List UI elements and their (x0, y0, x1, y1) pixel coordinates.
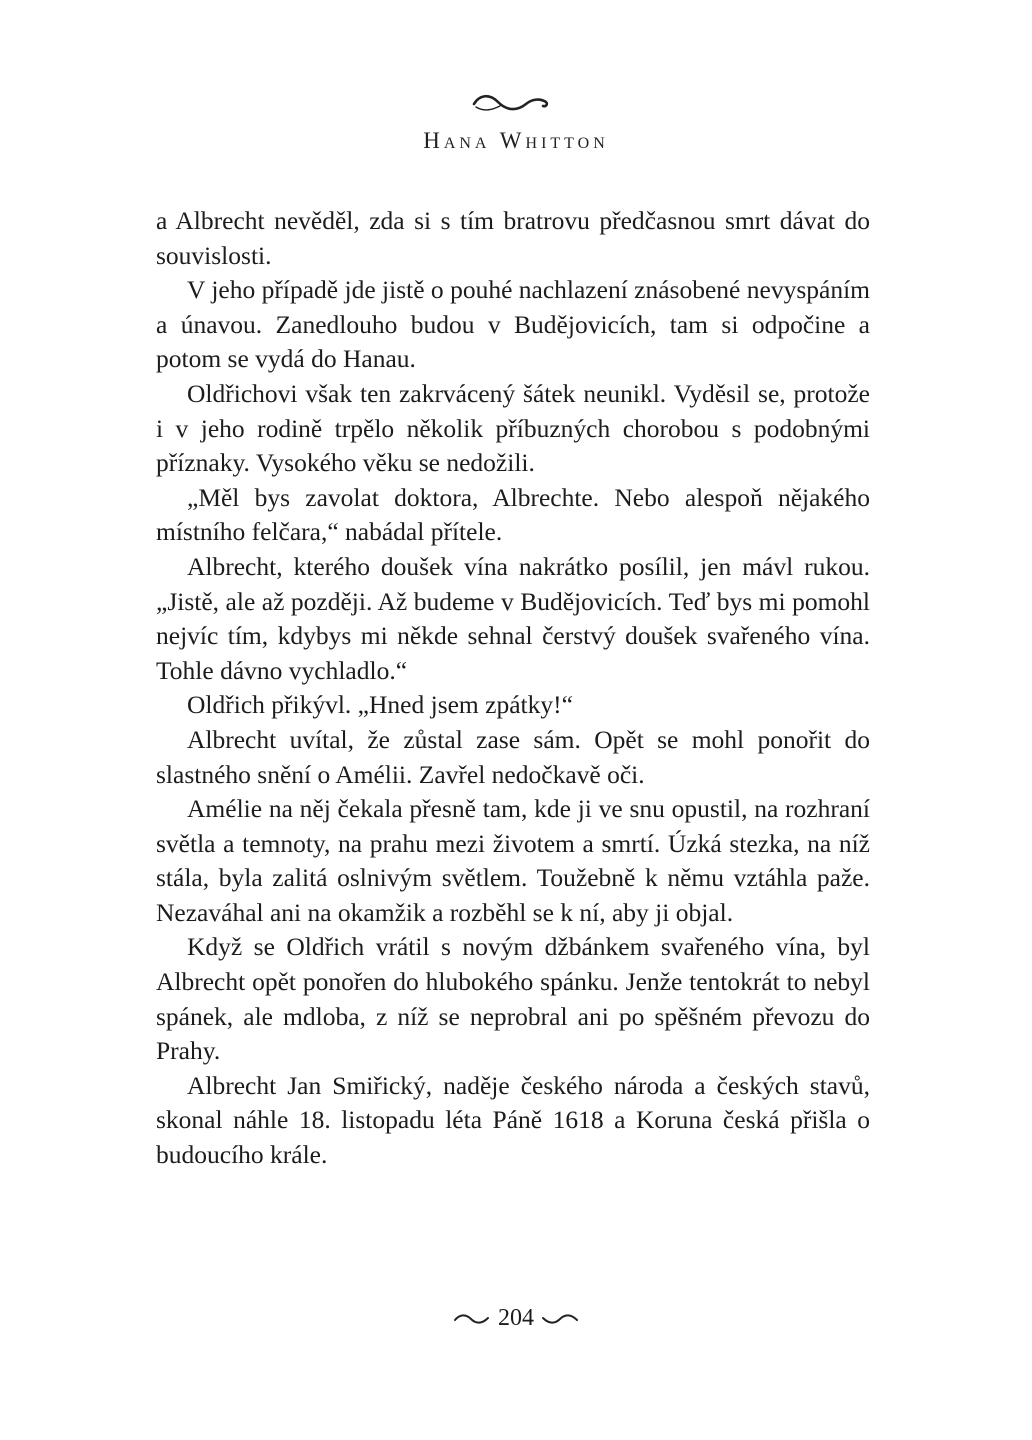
paragraph: Oldřichovi však ten zakrvácený šátek neunikl. Vyděsil se, protože i v jeho rodině trpělo několik příbuzných chorobou s podobnými příznaky. Vysokého věku se nedožili. (156, 378, 870, 478)
paragraph: Když se Oldřich vrátil s novým džbánkem svařeného vína, byl Albrecht opět ponořen do hlubokého spánku. Jenže tentokrát to nebyl spánek, ale mdloba, z níž se neprobral ani po spěšném převozu do Prahy. (156, 932, 870, 1066)
running-header-author: Hana Whitton (423, 128, 609, 153)
page-footer (0, 1305, 1032, 1332)
right-swash-icon (540, 1311, 580, 1327)
paragraph: Oldřich přikývl. „Hned jsem zpátky!“ (187, 690, 573, 720)
body-text (156, 204, 870, 1173)
paragraph: Albrecht, kterého doušek vína nakrátko posílil, jen mávl rukou. „Jistě, ale až později. Až budeme v Budějovicích. Teď bys mi pomohl nejvíc tím, kdybys mi někde sehnal čerstvý doušek svařeného vína. Tohle dávno vychladlo.“ (156, 551, 870, 685)
paragraph: Amélie na něj čekala přesně tam, kde ji ve snu opustil, na rozhraní světla a temnoty, na prahu mezi životem a smrtí. Úzká stezka, na níž stála, byla zalitá oslnivým světlem. Toužebně k němu vztáhla paže. Nezaváhal ani na okamžik a rozběhl se k ní, aby ji objal. (156, 794, 870, 927)
paragraph: Albrecht uvítal, že zůstal zase sám. Opět se mohl ponořit do slastného snění o Amélii. Zavřel nedočkavě oči. (156, 724, 870, 789)
paragraph: Albrecht Jan Smiřický, naděje českého národa a českých stavů, skonal náhle 18. listopadu léta Páně 1618 a Koruna česká přišla o budoucího krále. (156, 1070, 870, 1170)
left-swash-icon (452, 1311, 492, 1327)
swash-ornament-icon (470, 90, 554, 120)
paragraph: a Albrecht nevěděl, zda si s tím bratrovu předčasnou smrt dávat do souvislosti. (156, 206, 870, 270)
paragraph: „Měl bys zavolat doktora, Albrechte. Nebo alespoň nějakého místního felčara,“ nabádal přítele. (156, 482, 870, 547)
page-number: 204 (498, 1305, 534, 1331)
paragraph: V jeho případě jde jistě o pouhé nachlazení znásobené nevyspáním a únavou. Zanedlouho budou v Budějovicích, tam si odpočine a potom se vydá do Hanau. (156, 275, 870, 374)
